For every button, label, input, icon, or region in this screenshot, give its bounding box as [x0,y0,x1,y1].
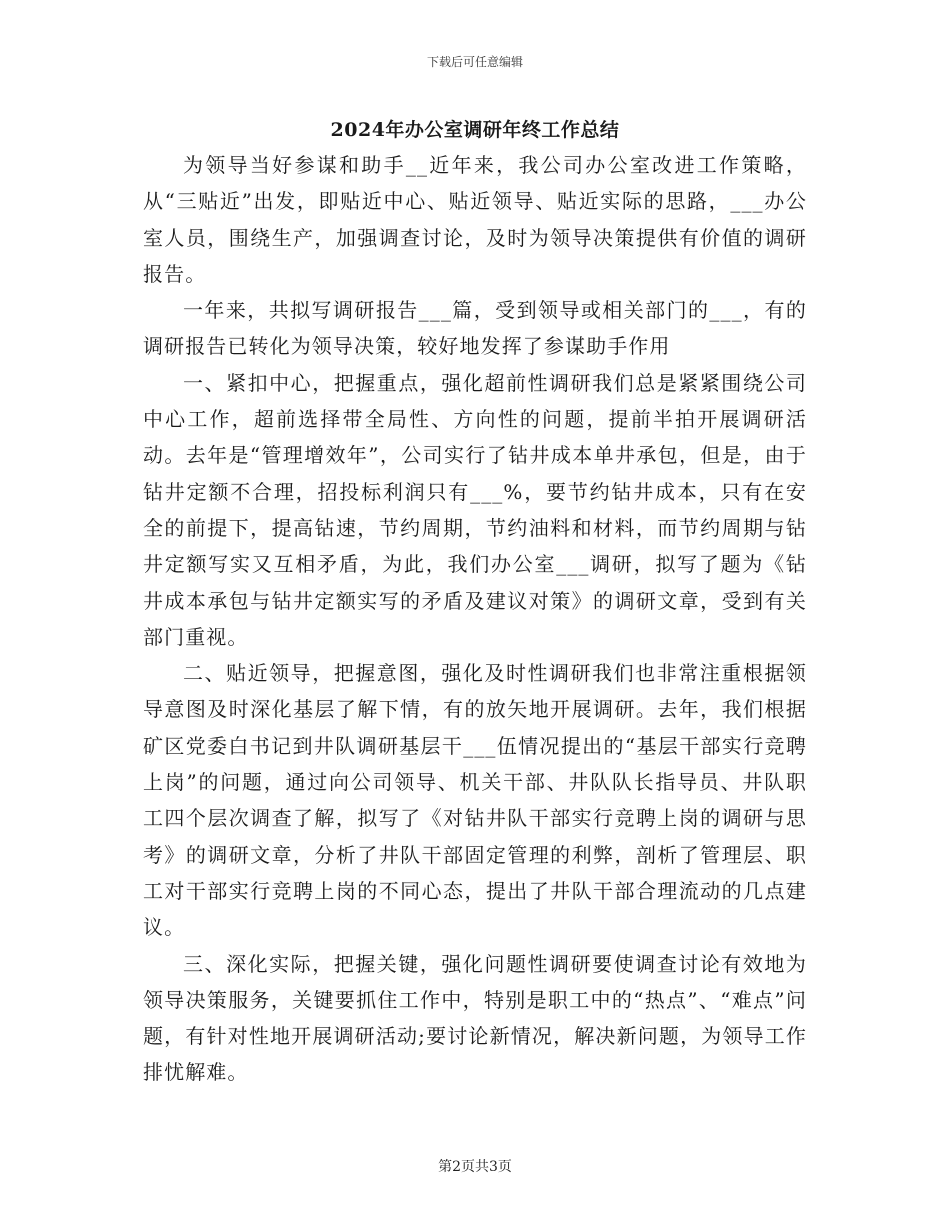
page-number: 第2页共3页 [438,1159,512,1175]
paragraph: 一年来，共拟写调研报告___篇，受到领导或相关部门的___，有的调研报告已转化为领导决策，较好地发挥了参谋助手作用 [143,298,807,359]
paragraph: 一、紧扣中心，把握重点，强化超前性调研我们总是紧紧围绕公司中心工作，超前选择带全局性、方向性的问题，提前半拍开展调研活动。去年是“管理增效年”，公司实行了钻井成本单井承包，但是，由于钻井定额不合理，招投标利润只有___%，要节约钻井成本，只有在安全的前提下，提高钻速，节约周期，节约油料和材料，而节约周期与钻井定额写实又互相矛盾，为此，我们办公室___调研，拟写了题为《钻井成本承包与钻井定额实写的矛盾及建议对策》的调研文章，受到有关部门重视。 [143,370,807,649]
paragraph: 为领导当好参谋和助手__近年来，我公司办公室改进工作策略，从“三贴近”出发，即贴近中心、贴近领导、贴近实际的思路，___办公室人员，围绕生产，加强调查讨论，及时为领导决策提供有价值的调研报告。 [143,153,807,286]
paragraph: 三、深化实际，把握关键，强化问题性调研要使调查讨论有效地为领导决策服务，关键要抓住工作中，特别是职工中的“热点”、“难点”问题，有针对性地开展调研活动;要讨论新情况，解决新问题，为领导工作排忧解难。 [143,951,807,1085]
header-note: 下载后可任意编辑 [426,55,523,69]
document-body [143,147,807,1091]
document-title: 2024年办公室调研年终工作总结 [330,119,620,141]
paragraph: 二、贴近领导，把握意图，强化及时性调研我们也非常注重根据领导意图及时深化基层了解下情，有的放矢地开展调研。去年，我们根据矿区党委白书记到井队调研基层干___伍情况提出的“基层干部实行竞聘上岗”的问题，通过向公司领导、机关干部、井队队长指导员、井队职工四个层次调查了解，拟写了《对钻井队干部实行竞聘上岗的调研与思考》的调研文章，分析了井队干部固定管理的利弊，剖析了管理层、职工对干部实行竞聘上岗的不同心态，提出了井队干部合理流动的几点建议。 [143,661,807,940]
